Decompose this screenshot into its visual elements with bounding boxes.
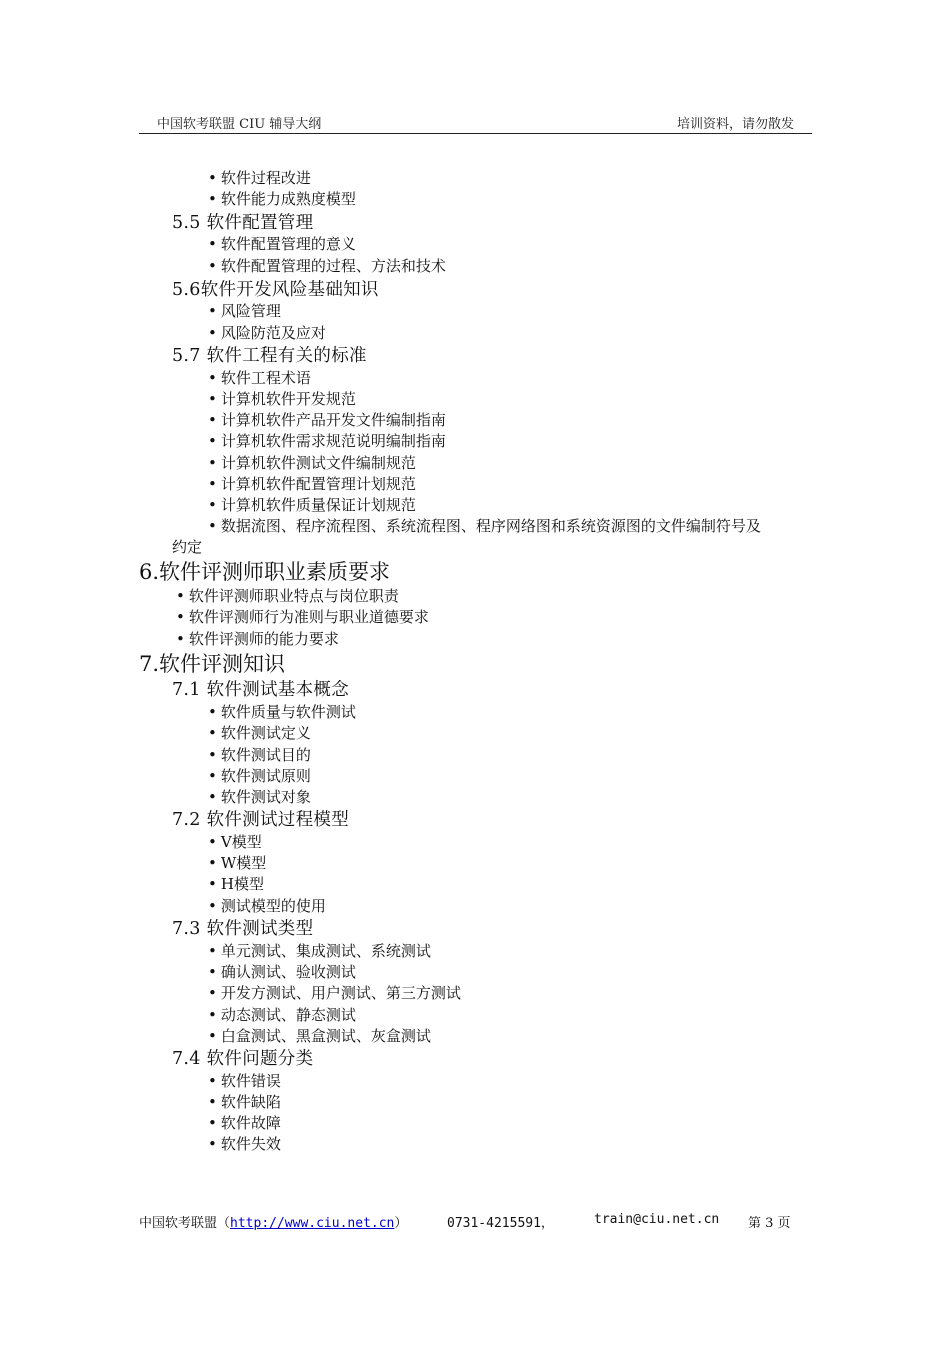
bullet-item: • 开发方测试、用户测试、第三方测试 (208, 983, 461, 1003)
bullet-item: • 风险防范及应对 (208, 323, 326, 343)
bullet-item: • 软件过程改进 (208, 168, 311, 188)
subsection-heading: 5.6软件开发风险基础知识 (172, 280, 379, 300)
subsection-heading: 7.3 软件测试类型 (172, 919, 314, 939)
bullet-item: • 软件错误 (208, 1071, 281, 1091)
bullet-item: • 软件测试定义 (208, 723, 311, 743)
footer-phone: 0731-4215591， (447, 1216, 554, 1231)
bullet-item: • V模型 (208, 832, 262, 852)
bullet-item: • 软件配置管理的意义 (208, 234, 356, 254)
footer-paren: ） (394, 1216, 408, 1231)
subsection-heading: 7.2 软件测试过程模型 (172, 810, 349, 830)
bullet-item: • 软件测试目的 (208, 745, 311, 765)
subsection-heading: 5.5 软件配置管理 (172, 213, 314, 233)
bullet-item: • 软件配置管理的过程、方法和技术 (208, 256, 446, 276)
bullet-item: • 软件测试原则 (208, 766, 311, 786)
bullet-item: • 软件评测师职业特点与岗位职责 (176, 586, 399, 606)
subsection-heading: 5.7 软件工程有关的标准 (172, 346, 367, 366)
bullet-item: • 软件工程术语 (208, 368, 311, 388)
continuation-text: 约定 (172, 538, 203, 556)
bullet-item: • 软件质量与软件测试 (208, 702, 356, 722)
section-heading: 7.软件评测知识 (139, 652, 286, 676)
footer-org: 中国软考联盟（ (139, 1216, 231, 1231)
bullet-item: • 软件评测师行为准则与职业道德要求 (176, 607, 429, 627)
bullet-item: • 计算机软件产品开发文件编制指南 (208, 410, 446, 430)
bullet-item: • 软件能力成熟度模型 (208, 189, 356, 209)
bullet-item: • 单元测试、集成测试、系统测试 (208, 941, 431, 961)
bullet-item: • 数据流图、程序流程图、系统流程图、程序网络图和系统资源图的文件编制符号及 (208, 516, 761, 536)
bullet-item: • 软件失效 (208, 1134, 281, 1154)
bullet-item: • 风险管理 (208, 301, 281, 321)
bullet-item: • 软件评测师的能力要求 (176, 629, 339, 649)
subsection-heading: 7.4 软件问题分类 (172, 1049, 314, 1069)
footer-url-link[interactable]: http://www.ciu.net.cn (230, 1216, 395, 1231)
footer-email: train@ciu.net.cn (594, 1212, 720, 1227)
bullet-item: • 白盒测试、黑盒测试、灰盒测试 (208, 1026, 431, 1046)
bullet-item: • 确认测试、验收测试 (208, 962, 356, 982)
bullet-item: • 计算机软件质量保证计划规范 (208, 495, 416, 515)
section-heading: 6.软件评测师职业素质要求 (139, 560, 391, 584)
bullet-item: • 计算机软件需求规范说明编制指南 (208, 431, 446, 451)
bullet-item: • W模型 (208, 853, 266, 873)
bullet-item: • 测试模型的使用 (208, 896, 326, 916)
bullet-item: • 软件故障 (208, 1113, 281, 1133)
bullet-item: • 计算机软件开发规范 (208, 389, 356, 409)
footer-page-number: 第 3 页 (748, 1216, 791, 1231)
bullet-item: • 计算机软件测试文件编制规范 (208, 453, 416, 473)
subsection-heading: 7.1 软件测试基本概念 (172, 680, 349, 700)
header-title: 中国软考联盟 CIU 辅导大纲 (157, 117, 322, 132)
bullet-item: • 软件测试对象 (208, 787, 311, 807)
bullet-item: • 动态测试、静态测试 (208, 1005, 356, 1025)
header-notice: 培训资料，请勿散发 (676, 117, 794, 132)
page-header (139, 110, 812, 134)
bullet-item: • H模型 (208, 874, 264, 894)
page-footer (139, 1212, 407, 1231)
bullet-item: • 软件缺陷 (208, 1092, 281, 1112)
bullet-item: • 计算机软件配置管理计划规范 (208, 474, 416, 494)
